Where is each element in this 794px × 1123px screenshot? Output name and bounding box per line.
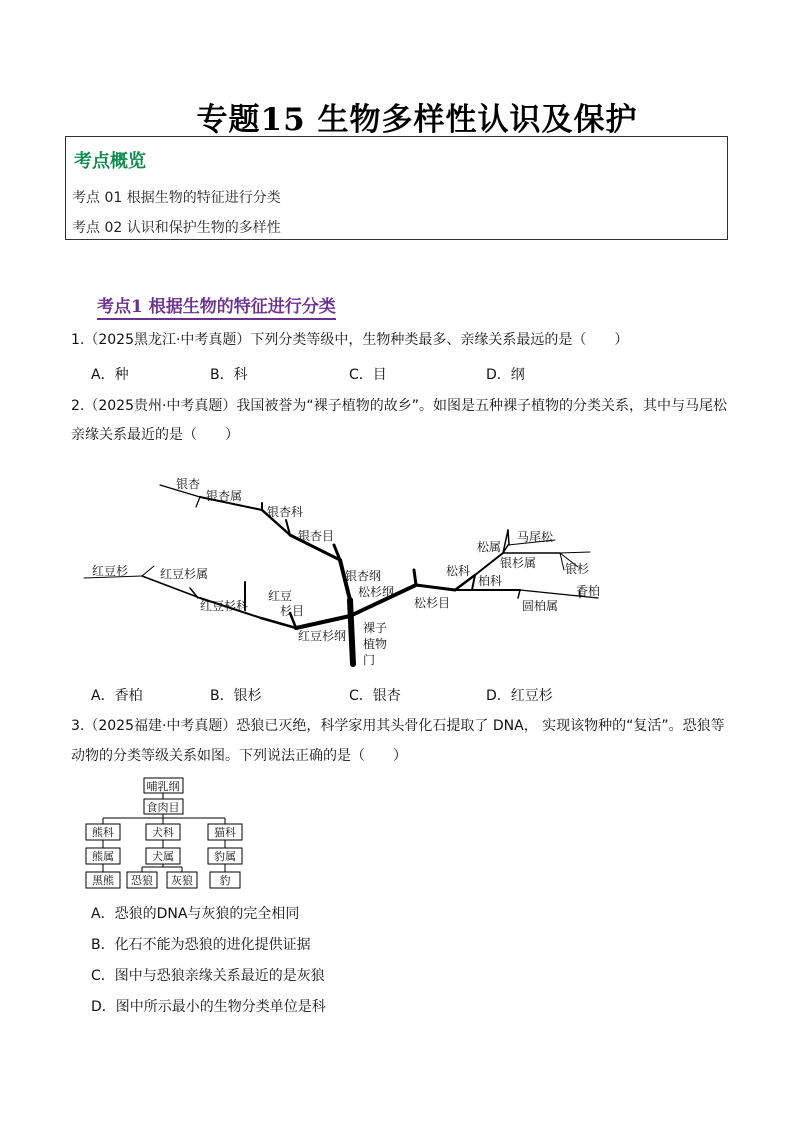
label-yinshan: 银杉 (565, 562, 590, 576)
box-species-graywolf: 灰狼 (171, 874, 193, 887)
q1-option-a: A．种 (91, 367, 129, 383)
label-hongdoushanshu: 红豆杉属 (160, 567, 209, 581)
box-class: 哺乳纲 (146, 780, 180, 793)
label-songke: 松科 (446, 564, 471, 578)
label-zhiwu: 植物 (363, 637, 388, 651)
label-yinxingke: 银杏科 (267, 505, 304, 519)
box-species-blackbear: 黑熊 (92, 874, 114, 887)
label-songshagang: 松杉纲 (358, 585, 395, 599)
box-order: 食肉目 (146, 801, 180, 814)
label-songshu: 松属 (477, 540, 502, 554)
q3-option-a: A．恐狼的DNA与灰狼的完全相同 (91, 906, 300, 922)
q1-option-b: B．科 (210, 367, 248, 383)
label-men: 门 (363, 653, 376, 667)
label-yinxinggang: 银杏纲 (345, 569, 382, 583)
q1-stem: 1.（2025黑龙江·中考真题）下列分类等级中，生物种类最多、亲缘关系最远的是（ ） (71, 332, 629, 348)
q3-stem-line1: 3.（2025福建·中考真题）恐狼已灭绝，科学家用其头骨化石提取了 DNA， 实现该物种的“复活”。恐狼等 (71, 718, 725, 734)
label-xiangbai: 香柏 (576, 584, 601, 598)
q3-stem-line2: 动物的分类等级关系如图。下列说法正确的是（ ） (71, 748, 407, 764)
q1-option-c: C．目 (349, 367, 387, 383)
box-family-cat: 猫科 (214, 826, 236, 839)
q3-option-d: D．图中所示最小的生物分类单位是科 (91, 999, 326, 1015)
label-yuanbaishu: 圆柏属 (522, 599, 559, 613)
label-mawei: 马尾松 (517, 530, 554, 544)
q2-option-c: C．银杏 (349, 688, 401, 704)
q3-option-c: C．图中与恐狼亲缘关系最近的是灰狼 (91, 968, 325, 984)
label-shanmu: 杉目 (280, 604, 305, 618)
overview-heading: 考点概览 (74, 151, 146, 172)
label-yinshanshu: 银杉属 (500, 556, 537, 570)
q2-stem-line1: 2.（2025贵州·中考真题）我国被誉为“裸子植物的故乡”。如图是五种裸子植物的分类关系，其中与马尾松 (71, 398, 727, 414)
label-yinxingmu: 银杏目 (298, 529, 335, 543)
label-songshanmu: 松杉目 (414, 596, 451, 610)
box-family-dog: 犬科 (152, 826, 174, 839)
page-title: 专题15 生物多样性认识及保护 (196, 102, 638, 138)
label-hongdoushanke: 红豆杉科 (200, 599, 249, 613)
box-species-leopard: 豹 (219, 874, 231, 887)
q2-stem-line2: 亲缘关系最近的是（ ） (71, 427, 239, 443)
label-yinxingshu: 银杏属 (206, 489, 243, 503)
box-genus-leopard: 豹属 (214, 850, 236, 863)
q1-option-d: D．纲 (486, 367, 525, 383)
label-hongdoushangang: 红豆杉纲 (298, 629, 347, 643)
box-family-bear: 熊科 (92, 826, 114, 839)
section-title: 考点1 根据生物的特征进行分类 (97, 292, 336, 320)
q2-option-d: D．红豆杉 (486, 688, 553, 704)
q2-option-b: B．银杉 (210, 688, 262, 704)
label-hongdou: 红豆 (268, 589, 293, 603)
label-baike: 柏科 (478, 574, 503, 588)
box-genus-bear: 熊属 (92, 850, 114, 863)
q3-option-b: B．化石不能为恐狼的进化提供证据 (91, 937, 311, 953)
box-genus-dog: 犬属 (152, 850, 174, 863)
overview-item-2: 考点 02 认识和保护生物的多样性 (72, 220, 281, 236)
label-yinxing: 银杏 (176, 477, 201, 491)
label-luozi: 裸子 (363, 621, 388, 635)
overview-item-1: 考点 01 根据生物的特征进行分类 (72, 190, 281, 206)
box-species-direwolf: 恐狼 (131, 874, 153, 887)
q2-option-a: A．香柏 (91, 688, 143, 704)
label-hongdoushan: 红豆杉 (92, 564, 129, 578)
